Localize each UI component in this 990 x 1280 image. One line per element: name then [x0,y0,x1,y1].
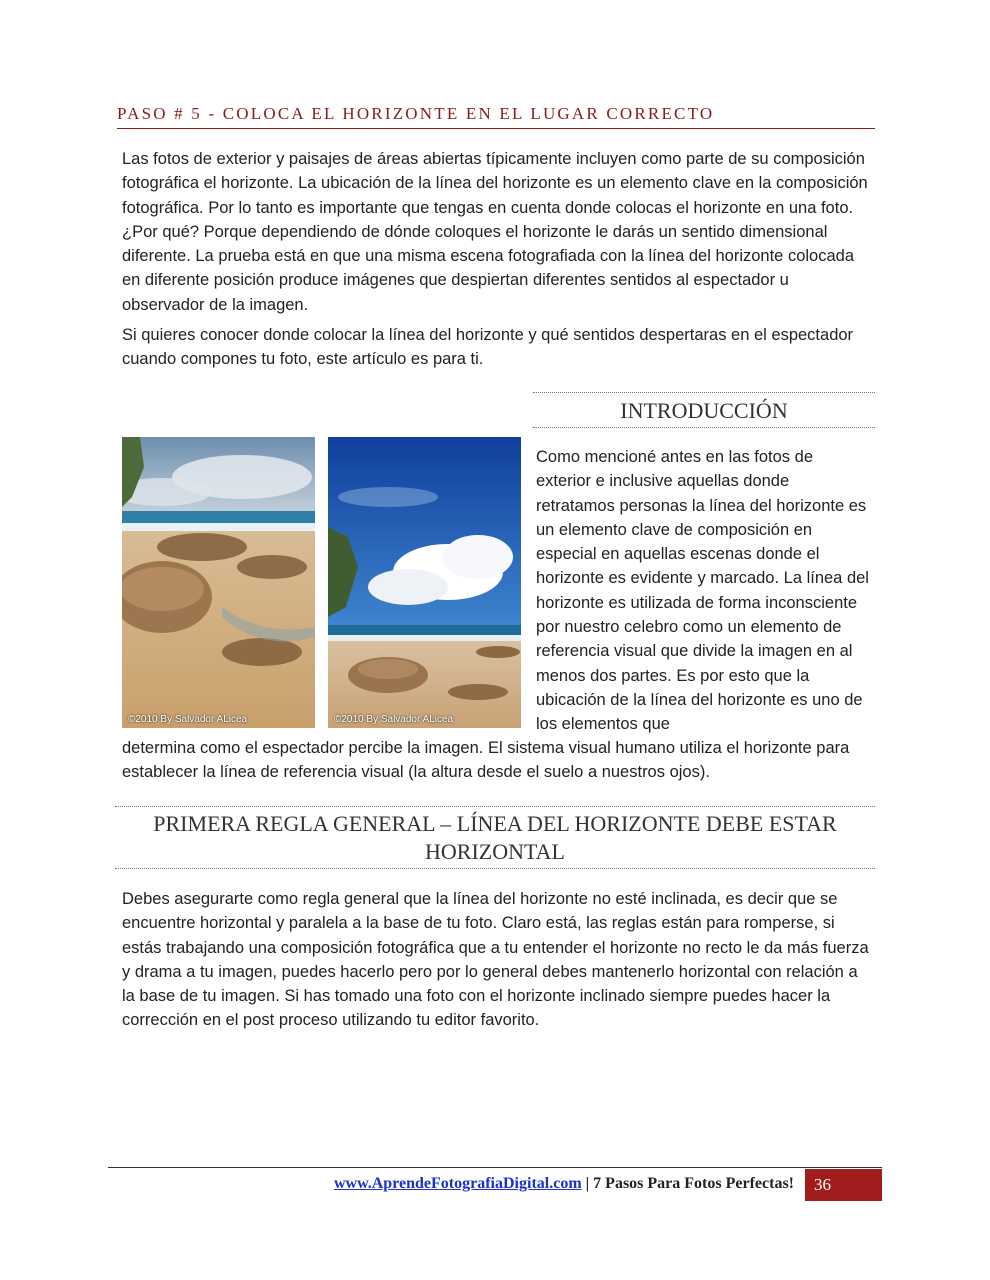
footer-website-link[interactable]: www.AprendeFotografiaDigital.com [333,1175,582,1192]
page-number: 36 [805,1169,882,1201]
footer-separator: | [585,1175,590,1192]
rule-heading-line1: PRIMERA REGLA GENERAL – LÍNEA DEL HORIZONTE DEBE ESTAR [153,811,837,836]
rule-heading [115,806,875,869]
paragraph-introduction-body: Como mencioné antes en las fotos de exterior e inclusive aquellas donde retratamos personas la línea del horizonte es un elemento clave de composición en especial en aquellas escenas donde el horizonte es evidente y marcado. La línea del horizonte es utilizada de forma inconsciente por nuestro celebro como un elemento de referencia visual que divide la imagen en al menos dos partes. Es por esto que la ubicación de la línea del horizonte es uno de los elementos que [536,448,869,734]
photo-credit: ©2010 By Salvador ALicea [334,714,454,725]
footer-divider [108,1167,882,1168]
paragraph-rule-body: Debes asegurarte como regla general que la línea del horizonte no esté inclinada, es decir que se encuentre horizontal y paralela a la base de tu foto. Claro está, las reglas están para romperse, si estás trabajando una composición fotográfica que a tu entender el horizonte no recto le da más fuerza y drama a tu imagen, puedes hacerlo pero por lo general debes mantenerlo horizontal con relación a la base de tu imagen. Si has tomado una foto con el horizonte inclinado siempre puedes hacer la corrección en el post proceso utilizando tu editor favorito. [122,890,869,1030]
paragraph-introduction-continued: determina como el espectador percibe la imagen. El sistema visual humano utiliza el horizonte para establecer la línea de referencia visual (la altura desde el suelo a nuestros ojos). [122,739,850,782]
introduction-heading: INTRODUCCIÓN [533,392,875,428]
photo-credit: ©2010 By Salvador ALicea [128,714,248,725]
footer [334,1175,794,1193]
beach-photo-horizon-high [122,437,315,728]
section-heading: PASO # 5 - COLOCA EL HORIZONTE EN EL LUGAR CORRECTO [117,104,875,129]
rule-heading-line2: HORIZONTAL [425,839,565,864]
paragraph-purpose: Si quieres conocer donde colocar la línea del horizonte y qué sentidos despertaras en el espectador cuando compones tu foto, este artículo es para ti. [122,326,854,369]
beach-photo-horizon-low [328,437,521,728]
paragraph-intro: Las fotos de exterior y paisajes de áreas abiertas típicamente incluyen como parte de su composición fotográfica el horizonte. La ubicación de la línea del horizonte es un elemento clave en la composición fotográfica. Por lo tanto es importante que tengas en cuenta donde colocas el horizonte en una foto. ¿Por qué? Porque dependiendo de dónde coloques el horizonte le darás un sentido dimensional diferente. La prueba está en que una misma escena fotografiada con la línea del horizonte colocada en diferente posición produce imágenes que despiertan diferentes sentidos al espectador u observador de la imagen. [122,150,868,314]
footer-book-title: 7 Pasos Para Fotos Perfectas! [593,1175,794,1192]
